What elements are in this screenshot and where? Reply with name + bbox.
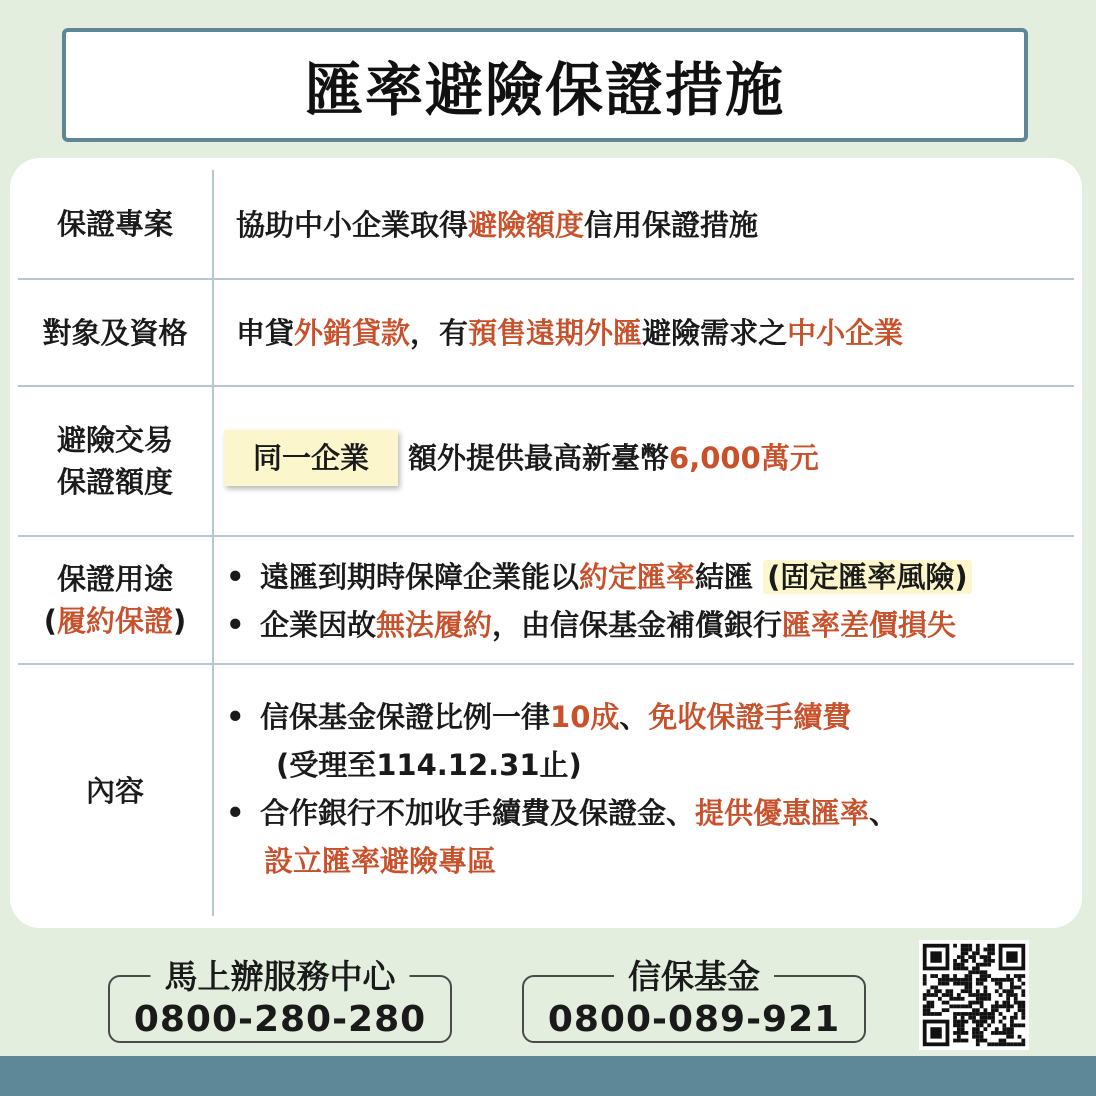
same-enterprise-chip: 同一企業: [224, 430, 398, 486]
bullet: •: [226, 796, 245, 830]
row-value-eligibility: 申貸外銷貸款，有預售遠期外匯避險需求之中小企業: [236, 316, 904, 350]
row-value-content-2: • 合作銀行不加收手續費及保證金、提供優惠匯率、: [226, 792, 898, 834]
bullet: •: [226, 608, 245, 642]
row-label-content: 內容: [85, 773, 144, 808]
row-label-guarantee-use: 保證用途 (履約保證): [43, 562, 187, 638]
info-table: [10, 158, 1082, 928]
bullet: •: [226, 700, 245, 734]
row-label-eligibility: 對象及資格: [42, 315, 188, 350]
bullet: •: [226, 560, 245, 594]
contact-smeg-fund: [522, 957, 866, 1043]
row-value-guarantee-program: 協助中小企業取得避險額度信用保證措施: [236, 208, 759, 242]
qr-code-icon[interactable]: [919, 940, 1029, 1050]
row-value-hedge-amount: 同一企業 額外提供最高新臺幣 6,000萬元: [224, 430, 819, 486]
row-label-hedge-amount: 避險交易 保證額度: [56, 423, 173, 499]
footer-bar: [0, 1056, 1096, 1096]
contact-name: 馬上辦服務中心: [151, 951, 410, 998]
contact-service-center: [108, 957, 452, 1043]
title-box: [62, 28, 1028, 142]
contact-phone[interactable]: 0800-280-280: [133, 999, 427, 1040]
contact-phone[interactable]: 0800-089-921: [547, 999, 841, 1040]
row-value-content-2-cont: 設立匯率避險專區: [264, 844, 497, 878]
contact-name: 信保基金: [614, 951, 774, 998]
row-value-guarantee-use-2: • 企業因故無法履約，由信保基金補償銀行匯率差價損失: [226, 604, 956, 646]
row-value-content-1-note: (受理至114.12.31止): [276, 748, 582, 782]
page-title: 匯率避險保證措施: [304, 56, 785, 124]
row-value-content-1: • 信保基金保證比例一律10成、免收保證手續費: [226, 696, 851, 738]
row-label-guarantee-program: 保證專案: [56, 207, 173, 241]
row-value-guarantee-use-1: • 遠匯到期時保障企業能以約定匯率結匯 (固定匯率風險): [226, 556, 972, 598]
